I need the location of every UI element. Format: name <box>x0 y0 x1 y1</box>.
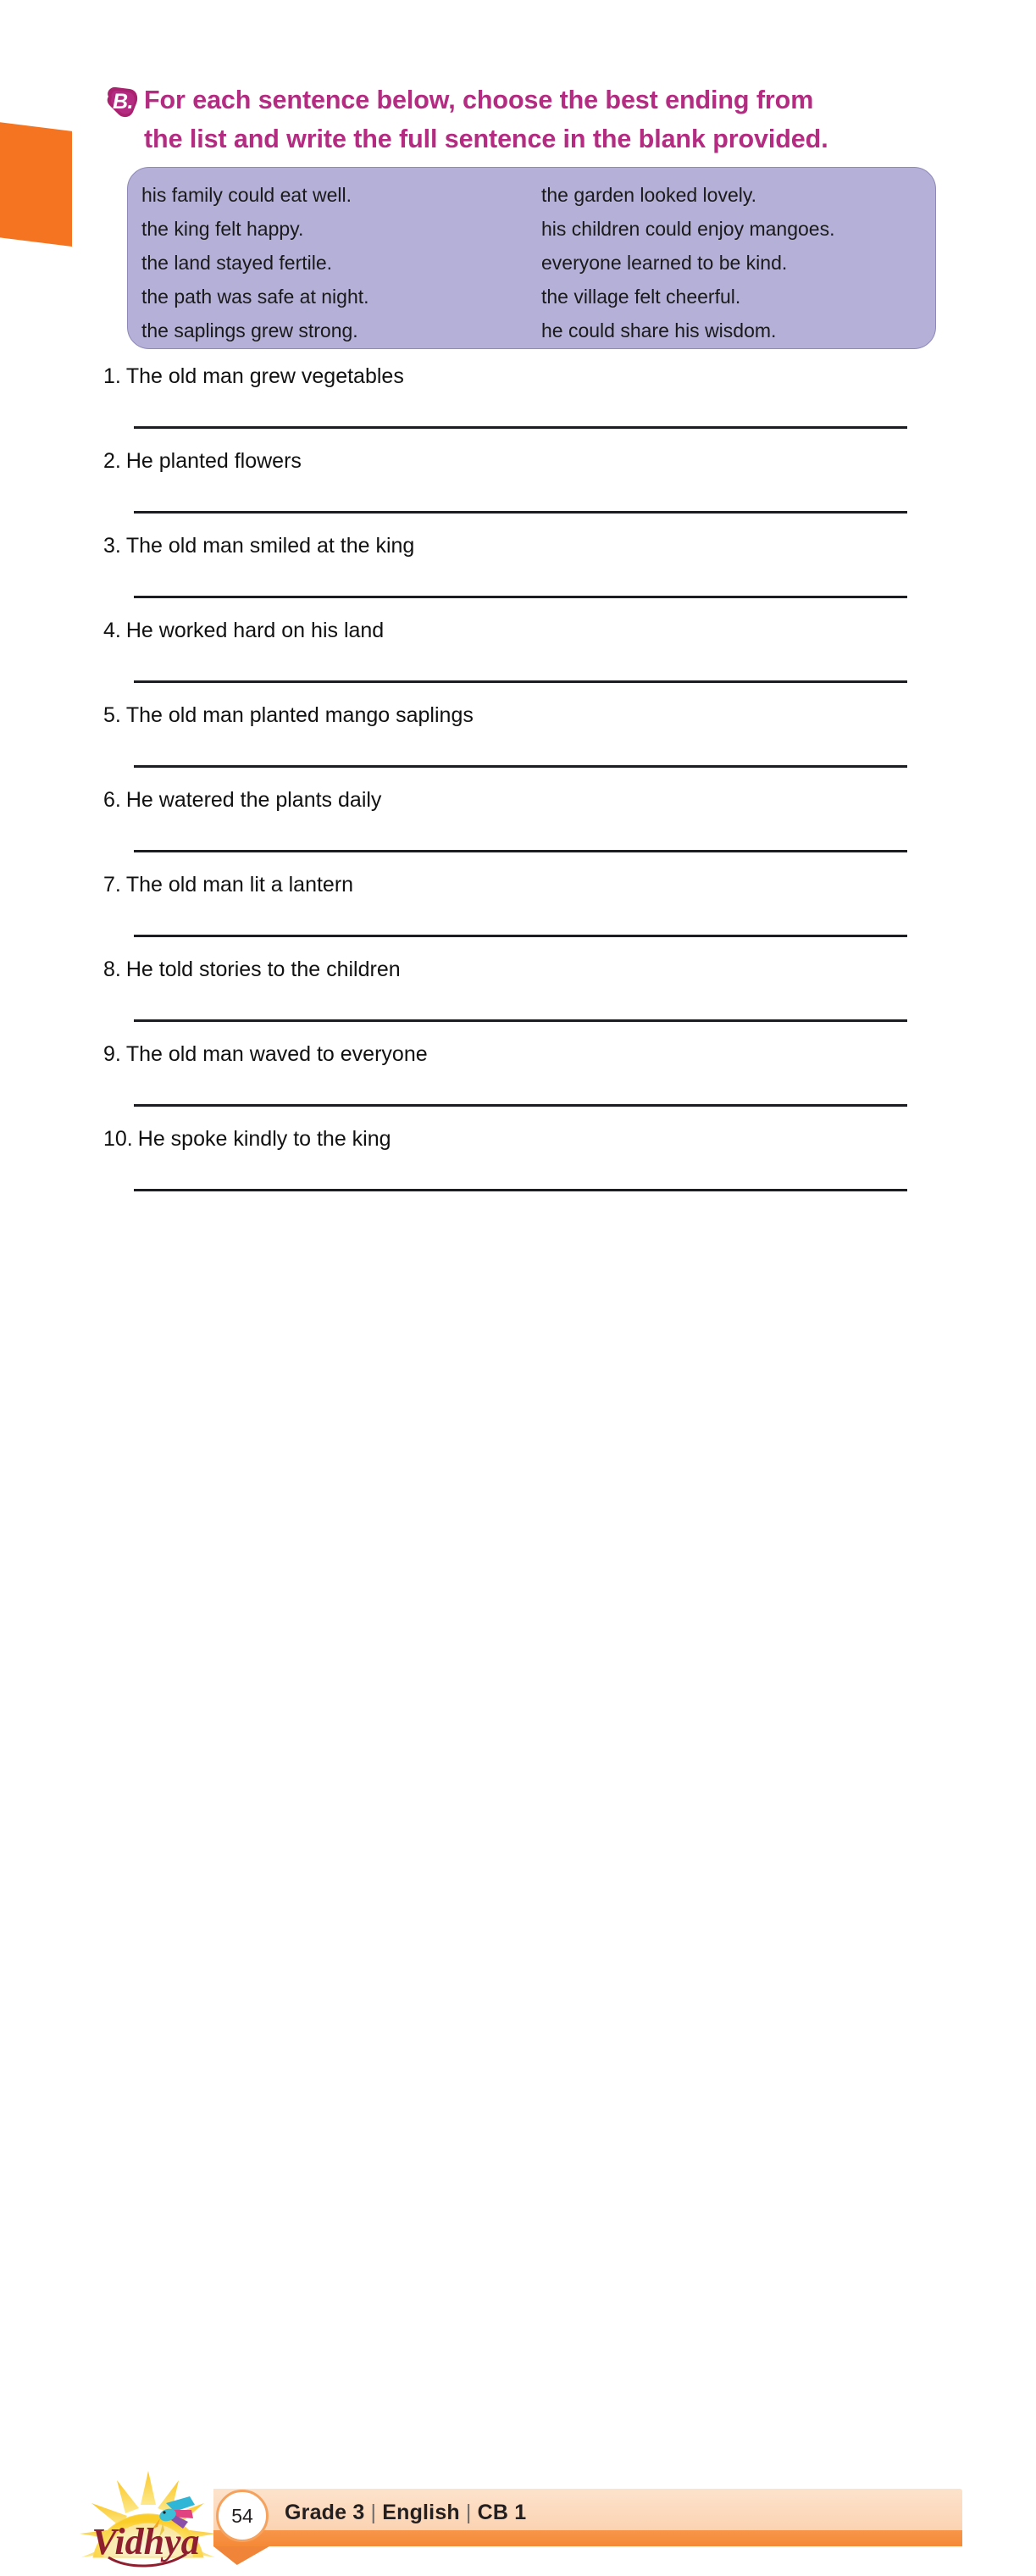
answer-blank-line[interactable] <box>134 680 907 683</box>
footer-meta <box>285 2501 526 2525</box>
answer-blank-line[interactable] <box>134 765 907 768</box>
question-body: The old man planted mango saplings <box>125 703 474 727</box>
question-item <box>103 360 917 445</box>
question-item <box>103 445 917 530</box>
question-text <box>103 360 917 392</box>
exercise-badge-icon <box>103 83 141 120</box>
footer-separator: | <box>465 2501 472 2524</box>
question-item <box>103 869 917 953</box>
question-number: 10. <box>103 1127 133 1151</box>
question-text <box>103 614 917 647</box>
question-body: He planted flowers <box>125 449 302 473</box>
vidhya-logo <box>75 2466 223 2576</box>
word-bank-option[interactable]: the garden looked lovely. <box>541 184 757 206</box>
question-number: 5. <box>103 703 121 727</box>
question-number: 2. <box>103 449 121 473</box>
question-item <box>103 530 917 614</box>
question-body: He spoke kindly to the king <box>137 1127 391 1151</box>
question-number: 3. <box>103 534 121 558</box>
word-bank-option[interactable]: the path was safe at night. <box>141 286 369 308</box>
question-body: The old man smiled at the king <box>125 534 415 558</box>
word-bank-option[interactable]: his family could eat well. <box>141 184 352 206</box>
question-body: He told stories to the children <box>125 958 401 981</box>
exercise-heading <box>103 81 917 158</box>
word-bank-option[interactable]: everyone learned to be kind. <box>541 252 788 274</box>
answer-blank-line[interactable] <box>134 596 907 598</box>
answer-blank-line[interactable] <box>134 935 907 937</box>
question-text <box>103 1038 917 1070</box>
question-text <box>103 953 917 985</box>
exercise-badge-label: B. <box>113 89 133 114</box>
question-number: 7. <box>103 873 121 897</box>
instruction-line-1: For each sentence below, choose the best ending from <box>144 86 814 114</box>
page-edge-tab <box>0 121 72 247</box>
page-number-badge <box>216 2490 269 2542</box>
page-number: 54 <box>231 2504 253 2527</box>
question-body: He worked hard on his land <box>125 619 385 642</box>
question-number: 9. <box>103 1042 121 1066</box>
question-text <box>103 530 917 562</box>
question-list <box>103 360 917 1208</box>
footer-grade: Grade 3 <box>285 2501 365 2524</box>
question-number: 4. <box>103 619 121 642</box>
question-item <box>103 784 917 869</box>
word-bank-option[interactable]: the saplings grew strong. <box>141 319 358 341</box>
question-item <box>103 1038 917 1123</box>
question-text <box>103 699 917 731</box>
page-footer <box>0 1239 1036 2562</box>
answer-blank-line[interactable] <box>134 850 907 852</box>
footer-separator: | <box>370 2501 377 2524</box>
question-text <box>103 445 917 477</box>
word-bank-right-column <box>535 168 933 348</box>
question-text <box>103 784 917 816</box>
question-text <box>103 869 917 901</box>
instruction-line-2: the list and write the full sentence in the blank provided. <box>144 125 828 153</box>
word-bank-option[interactable]: the land stayed fertile. <box>141 252 333 274</box>
answer-blank-line[interactable] <box>134 511 907 514</box>
question-body: The old man grew vegetables <box>125 364 404 388</box>
word-bank-option[interactable]: the king felt happy. <box>141 218 304 240</box>
answer-blank-line[interactable] <box>134 1104 907 1107</box>
footer-book: CB 1 <box>477 2501 527 2524</box>
word-bank-left-column <box>128 168 535 348</box>
question-item <box>103 953 917 1038</box>
question-body: The old man waved to everyone <box>125 1042 428 1066</box>
word-bank-option[interactable]: his children could enjoy mangoes. <box>541 218 835 240</box>
answer-blank-line[interactable] <box>134 426 907 429</box>
word-bank-box <box>127 167 936 349</box>
question-item <box>103 614 917 699</box>
question-body: The old man lit a lantern <box>125 873 354 897</box>
question-body: He watered the plants daily <box>125 788 382 812</box>
question-number: 6. <box>103 788 121 812</box>
question-number: 1. <box>103 364 121 388</box>
word-bank-option[interactable]: he could share his wisdom. <box>541 319 777 341</box>
svg-text:Vidhya: Vidhya <box>91 2521 200 2562</box>
answer-blank-line[interactable] <box>134 1019 907 1022</box>
footer-subject: English <box>382 2501 460 2524</box>
question-item <box>103 1123 917 1208</box>
word-bank-option[interactable]: the village felt cheerful. <box>541 286 741 308</box>
question-number: 8. <box>103 958 121 981</box>
question-item <box>103 699 917 784</box>
answer-blank-line[interactable] <box>134 1189 907 1191</box>
question-text <box>103 1123 917 1155</box>
